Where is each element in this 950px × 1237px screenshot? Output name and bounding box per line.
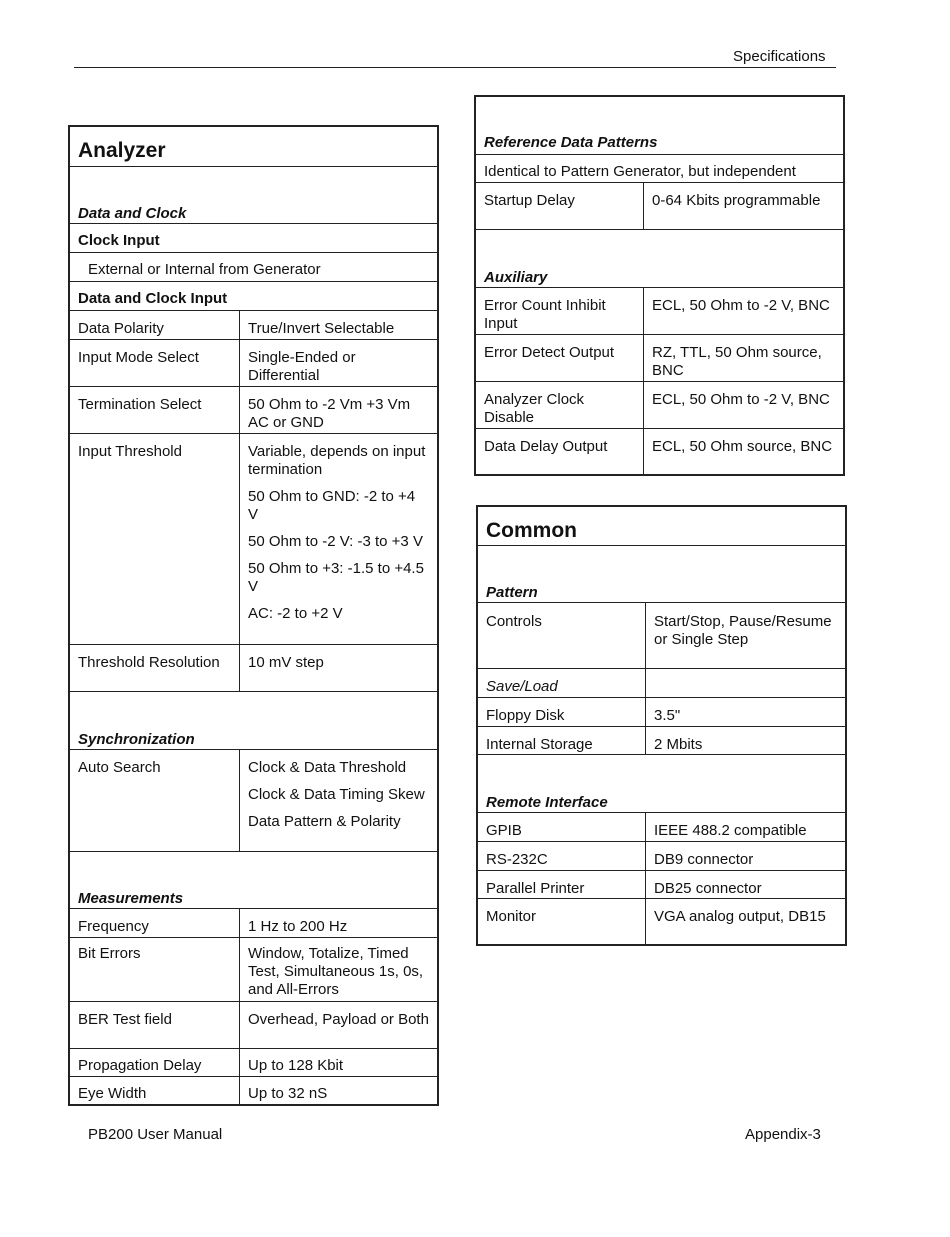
row-value: 2 Mbits xyxy=(654,736,703,753)
table-row xyxy=(478,898,845,944)
table-row xyxy=(70,433,437,644)
row-value: 3.5" xyxy=(654,707,681,724)
row-value-group xyxy=(240,750,437,851)
row-label: Input Mode Select xyxy=(70,340,240,386)
page-header-title: Specifications xyxy=(733,48,826,65)
reference-desc: Identical to Pattern Generator, but independent xyxy=(476,154,843,182)
table-row xyxy=(478,812,845,841)
saveload-heading-row xyxy=(478,668,845,697)
data-clock-heading: Data and Clock xyxy=(78,205,187,222)
sync-heading: Synchronization xyxy=(78,731,195,748)
meas-heading-row xyxy=(70,851,437,908)
row-label: Error Count Inhibit Input xyxy=(476,288,644,334)
row-value: Variable, depends on input termination xyxy=(248,443,426,478)
data-clock-heading-row xyxy=(70,166,437,223)
pattern-heading: Pattern xyxy=(486,584,538,601)
row-label: Floppy Disk xyxy=(478,698,646,726)
row-value: RZ, TTL, 50 Ohm source, BNC xyxy=(652,344,822,379)
row-value: ECL, 50 Ohm to -2 V, BNC xyxy=(652,297,830,314)
row-value: ECL, 50 Ohm source, BNC xyxy=(652,438,833,455)
table-row xyxy=(70,1048,437,1076)
row-label: Input Threshold xyxy=(70,434,240,644)
row-label: Eye Width xyxy=(70,1077,240,1104)
row-value: Clock & Data Threshold xyxy=(248,759,407,776)
reference-table xyxy=(474,95,845,476)
row-label: Bit Errors xyxy=(70,938,240,1001)
aux-heading-row xyxy=(476,229,843,287)
reference-heading: Reference Data Patterns xyxy=(484,134,658,151)
table-row xyxy=(478,697,845,726)
row-value: DB9 connector xyxy=(654,851,754,868)
footer-manual-title: PB200 User Manual xyxy=(88,1126,223,1143)
table-row xyxy=(70,339,437,386)
row-value: 10 mV step xyxy=(248,654,324,671)
table-row xyxy=(70,1001,437,1048)
common-table xyxy=(476,505,847,946)
header-rule xyxy=(74,67,836,68)
row-value: 50 Ohm to -2 V: -3 to +3 V xyxy=(248,533,423,550)
row-value: 1 Hz to 200 Hz xyxy=(248,918,348,935)
row-value: 0-64 Kbits programmable xyxy=(652,192,821,209)
row-label: RS-232C xyxy=(478,842,646,870)
row-label: Data Polarity xyxy=(70,311,240,339)
clock-input-heading: Clock Input xyxy=(70,223,437,252)
table-row xyxy=(478,602,845,668)
row-label: Propagation Delay xyxy=(70,1049,240,1076)
clock-input-text: External or Internal from Generator xyxy=(70,252,437,281)
row-label: Frequency xyxy=(70,909,240,937)
table-row xyxy=(478,870,845,898)
table-row xyxy=(70,937,437,1001)
common-title: Common xyxy=(486,519,577,542)
table-row xyxy=(70,908,437,937)
analyzer-title: Analyzer xyxy=(78,139,166,162)
row-label: Threshold Resolution xyxy=(70,645,240,691)
row-label: Parallel Printer xyxy=(478,871,646,898)
row-value: 50 Ohm to GND: -2 to +4 V xyxy=(248,488,416,523)
aux-heading: Auxiliary xyxy=(484,269,548,286)
table-row xyxy=(478,841,845,870)
table-row xyxy=(70,1076,437,1104)
row-label: Analyzer Clock Disable xyxy=(476,382,644,428)
row-label: Internal Storage xyxy=(478,727,646,754)
row-value: VGA analog output, DB15 xyxy=(654,908,826,925)
table-row xyxy=(70,749,437,851)
row-value: Up to 128 Kbit xyxy=(248,1057,344,1074)
table-row xyxy=(476,287,843,334)
table-row xyxy=(476,334,843,381)
dc-input-heading: Data and Clock Input xyxy=(70,281,437,310)
row-value: Up to 32 nS xyxy=(248,1085,328,1102)
footer-page-number: Appendix-3 xyxy=(745,1126,821,1143)
remote-heading-row xyxy=(478,754,845,812)
row-value: Clock & Data Timing Skew xyxy=(248,786,425,803)
reference-heading-row xyxy=(476,97,843,154)
table-row xyxy=(476,381,843,428)
row-label: Startup Delay xyxy=(476,183,644,229)
table-row xyxy=(476,428,843,474)
row-label: Error Detect Output xyxy=(476,335,644,381)
table-row xyxy=(70,644,437,691)
row-value: Overhead, Payload or Both xyxy=(248,1011,429,1028)
pattern-heading-row xyxy=(478,545,845,602)
row-value: DB25 connector xyxy=(654,880,762,897)
saveload-heading: Save/Load xyxy=(478,669,646,697)
table-row xyxy=(476,182,843,229)
row-value: Single-Ended or Differential xyxy=(248,349,356,384)
row-value: IEEE 488.2 compatible xyxy=(654,822,807,839)
row-value: Start/Stop, Pause/Resume or Single Step xyxy=(654,613,832,648)
analyzer-table xyxy=(68,125,439,1106)
row-value: ECL, 50 Ohm to -2 V, BNC xyxy=(652,391,830,408)
row-label: Termination Select xyxy=(70,387,240,433)
row-label: Controls xyxy=(478,603,646,668)
table-row xyxy=(70,310,437,339)
empty-cell xyxy=(646,669,845,697)
row-value-group xyxy=(240,434,437,644)
row-label: Monitor xyxy=(478,899,646,944)
remote-heading: Remote Interface xyxy=(486,794,608,811)
row-value: Data Pattern & Polarity xyxy=(248,813,401,830)
row-value: AC: -2 to +2 V xyxy=(248,605,343,622)
row-label: BER Test field xyxy=(70,1002,240,1048)
row-value: True/Invert Selectable xyxy=(248,320,395,337)
row-label: GPIB xyxy=(478,813,646,841)
meas-heading: Measurements xyxy=(78,890,184,907)
table-row xyxy=(478,726,845,754)
row-value: Window, Totalize, Timed Test, Simultaneous 1s, 0s, and All-Errors xyxy=(248,945,424,998)
row-value: 50 Ohm to +3: -1.5 to +4.5 V xyxy=(248,560,424,595)
row-label: Data Delay Output xyxy=(476,429,644,474)
sync-heading-row xyxy=(70,691,437,749)
row-value: 50 Ohm to -2 Vm +3 Vm AC or GND xyxy=(248,396,411,431)
row-label: Auto Search xyxy=(70,750,240,851)
table-row xyxy=(70,386,437,433)
